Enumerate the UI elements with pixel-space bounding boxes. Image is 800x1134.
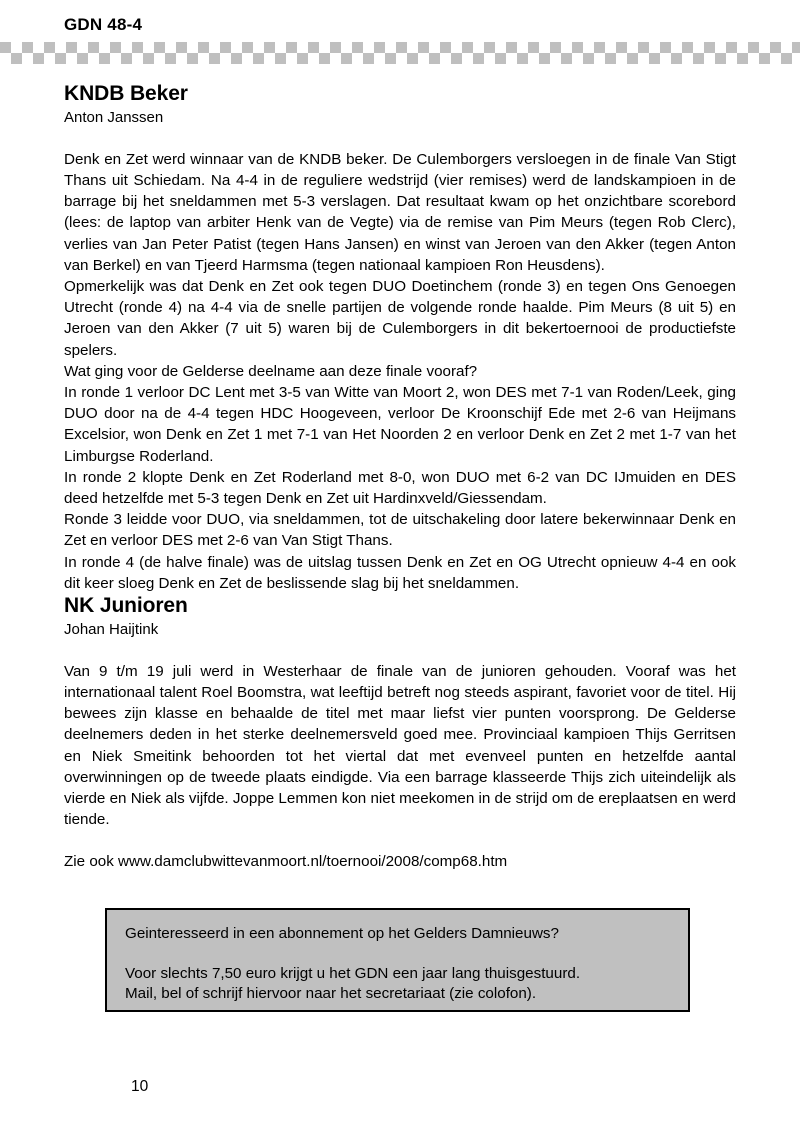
paragraph: Van 9 t/m 19 juli werd in Westerhaar de finale van de junioren gehouden. Vooraf was het internationaal talent Roel Boomstra, wat leeftijd betreft nog steeds aspirant, favoriet voor de titel. Hij bewees zijn klasse en behaalde de titel met maar liefst vier punten voorsprong. De Gelderse deelnemers deden in het sterke deelnemersveld goed mee. Provinciaal kampioen Thijs Gerritsen en Niek Smeitink behoorden tot het viertal dat met evenveel punten en hetzelfde aantal overwinningen op de tweede plaats eindigde. Via een barrage klasseerde Thijs zich uiteindelijk als vierde en Niek als vijfde. Joppe Lemmen kon niet meekomen in de strijd om de ereplaatsen en werd tiende.	[64, 662, 736, 829]
paragraph: In ronde 1 verloor DC Lent met 3-5 van Witte van Moort 2, won DES met 7-1 van Roden/Leek, ging DUO door na de 4-4 tegen HDC Hoogeveen, verloor De Kroonschijf Ede met 2-6 van Heijmans Excelsior, won Denk en Zet 1 met 7-1 van Het Noorden 2 en verloor Denk en Zet 2 met 1-7 van het Limburgse Roderland.	[64, 384, 736, 465]
page-number: 10	[131, 1078, 149, 1095]
article-title-nk-junioren: NK Junioren	[64, 594, 188, 618]
advert-spacer	[125, 944, 670, 964]
article-title-kndb-beker: KNDB Beker	[64, 82, 188, 105]
content-column	[64, 82, 736, 873]
see-also-link[interactable]: Zie ook www.damclubwittevanmoort.nl/toernooi/2008/comp68.htm	[64, 853, 508, 871]
article-byline-nk-junioren: Johan Haijtink	[64, 620, 159, 638]
checker-row-top	[0, 42, 800, 53]
paragraph: In ronde 4 (de halve finale) was de uitslag tussen Denk en Zet en OG Utrecht opnieuw 4-4 en ook dit keer sloeg Denk en Zet de beslissende slag bij het sneldammen.	[64, 553, 736, 592]
advert-line-3: Mail, bel of schrijf hiervoor naar het secretariaat (zie colofon).	[125, 985, 537, 1002]
paragraph: Ronde 3 leidde voor DUO, via sneldammen, tot de uitschakeling door latere bekerwinnaar Denk en Zet en verloor DES met 2-6 van Van Stigt Thans.	[64, 511, 736, 550]
subscription-advert-box	[105, 908, 690, 1012]
article-body-nk-junioren	[64, 661, 736, 831]
paragraph: Denk en Zet werd winnaar van de KNDB beker. De Culemborgers versloegen in de finale Van Stigt Thans uit Schiedam. Na 4-4 in de reguliere wedstrijd (vier remises) werd de landskampioen in de barrage bij het sneldammen met 5-3 verslagen. Dat resultaat kwam op het onzichtbare scorebord (lees: de laptop van arbiter Henk van de Vegte) via de remise van Pim Meurs (tegen Rob Clerc), verlies van Jan Peter Patist (tegen Hans Jansen) en winst van Jeroen van den Akker (tegen Anton van Berkel) en van Tjeerd Harmsma (tegen nationaal kampioen Ron Heusdens).	[64, 150, 736, 274]
paragraph: Wat ging voor de Gelderse deelname aan deze finale vooraf?	[64, 362, 478, 380]
advert-text	[107, 910, 688, 1004]
advert-line-1: Geinteresseerd in een abonnement op het Gelders Damnieuws?	[125, 925, 559, 942]
running-head: GDN 48-4	[64, 15, 143, 34]
checkerboard-divider	[0, 42, 800, 64]
checker-row-bottom	[0, 53, 800, 64]
article-body-kndb-beker	[64, 149, 736, 594]
paragraph: In ronde 2 klopte Denk en Zet Roderland met 8-0, won DUO met 6-2 van DC IJmuiden en DES deed hetzelfde met 5-3 tegen Denk en Zet uit Hardinxveld/Giessendam.	[64, 468, 736, 508]
article-byline-kndb-beker: Anton Janssen	[64, 108, 164, 126]
advert-line-2: Voor slechts 7,50 euro krijgt u het GDN een jaar lang thuisgestuurd.	[125, 965, 581, 982]
paragraph: Opmerkelijk was dat Denk en Zet ook tegen DUO Doetinchem (ronde 3) en tegen Ons Genoegen Utrecht (ronde 4) na 4-4 via de snelle partijen de volgende ronde haalde. Pim Meurs (8 uit 5) en Jeroen van den Akker (7 uit 5) waren bij de Culemborgers in dit bekertoernooi de productiefste spelers.	[64, 277, 736, 359]
